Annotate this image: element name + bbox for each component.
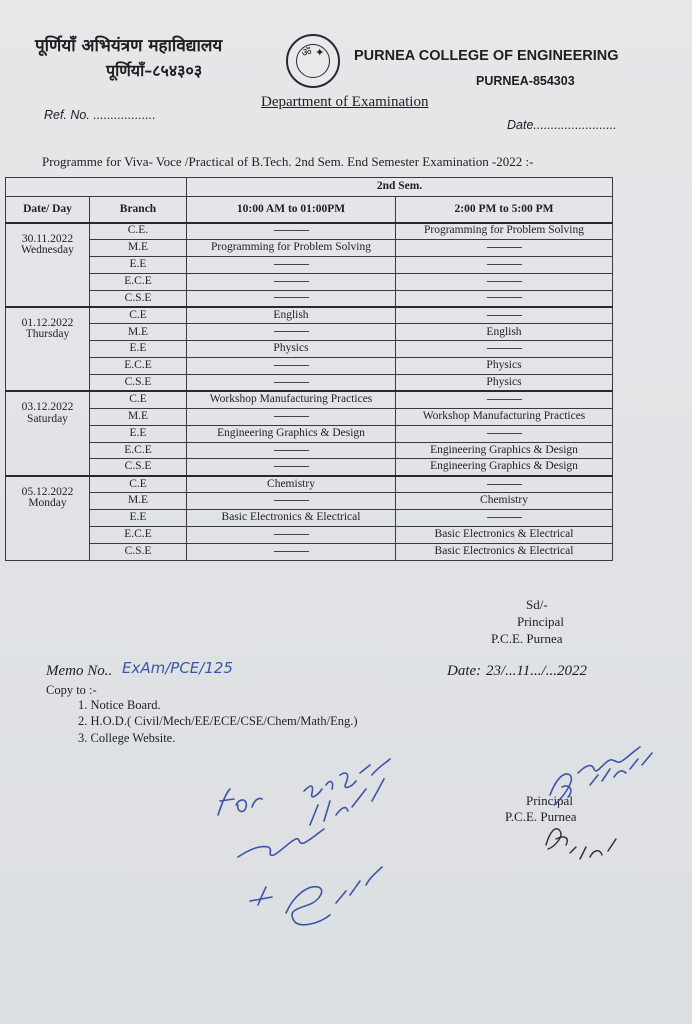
- evening-subject-cell: ---------------: [396, 307, 613, 324]
- exam-day: Thursday: [25, 328, 70, 341]
- date-day-header: Date/ Day: [6, 197, 90, 223]
- branch-header: Branch: [90, 197, 187, 223]
- branch-cell: C.E: [90, 307, 187, 324]
- branch-cell: M.E: [90, 324, 187, 341]
- morning-subject-cell: ---------------: [187, 273, 396, 290]
- branch-cell: M.E: [90, 493, 187, 510]
- date-day-cell: [6, 391, 90, 475]
- evening-subject-cell: Basic Electronics & Electrical: [396, 527, 613, 544]
- college-place: PURNEA-854303: [476, 74, 575, 88]
- evening-subject-cell: ---------------: [396, 273, 613, 290]
- header-blank-cell: [6, 178, 187, 197]
- schedule-row: [6, 543, 613, 560]
- college-name: PURNEA COLLEGE OF ENGINEERING: [354, 48, 619, 64]
- morning-slot-header: 10:00 AM to 01:00PM: [187, 197, 396, 223]
- evening-subject-cell: Engineering Graphics & Design: [396, 459, 613, 476]
- morning-subject-cell: Workshop Manufacturing Practices: [187, 391, 396, 408]
- branch-cell: E.C.E: [90, 273, 187, 290]
- schedule-row: [6, 324, 613, 341]
- evening-subject-cell: ---------------: [396, 510, 613, 527]
- schedule-row: [6, 341, 613, 358]
- date-label: Date........................: [507, 118, 617, 132]
- principal-title: Principal: [517, 614, 564, 629]
- evening-subject-cell: Programming for Problem Solving: [396, 223, 613, 240]
- schedule-row: [6, 307, 613, 324]
- evening-subject-cell: ---------------: [396, 341, 613, 358]
- department-title: Department of Examination: [261, 94, 429, 110]
- exam-day: Wednesday: [21, 244, 74, 256]
- sd-mark: Sd/-: [526, 597, 548, 612]
- branch-cell: M.E: [90, 408, 187, 425]
- branch-cell: E.E: [90, 256, 187, 273]
- schedule-row: [6, 358, 613, 375]
- branch-cell: M.E: [90, 239, 187, 256]
- branch-cell: C.S.E: [90, 543, 187, 560]
- copy-to-label: Copy to :-: [46, 683, 97, 697]
- branch-cell: E.E: [90, 510, 187, 527]
- schedule-row: [6, 391, 613, 408]
- schedule-row: [6, 273, 613, 290]
- college-place-hindi: पूर्णियाँ–८५४३०३: [106, 61, 203, 80]
- exam-date: 01.12.2022: [21, 316, 74, 329]
- evening-subject-cell: ---------------: [396, 239, 613, 256]
- morning-subject-cell: ---------------: [187, 459, 396, 476]
- copy-to-item: 2. H.O.D.( Civil/Mech/EE/ECE/CSE/Chem/Math/Eng.): [78, 714, 358, 728]
- exam-day: Saturday: [27, 412, 68, 425]
- morning-subject-cell: Physics: [187, 341, 396, 358]
- evening-subject-cell: ---------------: [396, 290, 613, 307]
- evening-subject-cell: ---------------: [396, 391, 613, 408]
- programme-text: Programme for Viva- Voce /Practical of B.Tech. 2nd Sem. End Semester Examination -2022 :-: [42, 154, 534, 169]
- schedule-row: [6, 375, 613, 392]
- branch-cell: E.C.E: [90, 442, 187, 459]
- college-logo: [286, 34, 340, 88]
- memo-label: Memo No..: [46, 663, 113, 679]
- schedule-row: [6, 223, 613, 240]
- branch-cell: C.E: [90, 476, 187, 493]
- morning-subject-cell: English: [187, 307, 396, 324]
- schedule-row: [6, 527, 613, 544]
- evening-subject-cell: Physics: [396, 375, 613, 392]
- branch-cell: C.S.E: [90, 375, 187, 392]
- evening-subject-cell: ---------------: [396, 476, 613, 493]
- memo-date-value: 23/...11.../...2022: [486, 663, 587, 679]
- college-name-hindi: पूर्णियाँ अभियंत्रण महाविद्यालय: [35, 36, 223, 56]
- handwritten-receipt-signatures: [200, 745, 430, 945]
- morning-subject-cell: Engineering Graphics & Design: [187, 425, 396, 442]
- exam-day: Monday: [28, 497, 67, 510]
- branch-cell: E.C.E: [90, 358, 187, 375]
- evening-subject-cell: Workshop Manufacturing Practices: [396, 408, 613, 425]
- branch-cell: E.E: [90, 425, 187, 442]
- evening-subject-cell: English: [396, 324, 613, 341]
- evening-subject-cell: Basic Electronics & Electrical: [396, 543, 613, 560]
- ref-number-label: Ref. No. ..................: [44, 108, 156, 122]
- morning-subject-cell: Basic Electronics & Electrical: [187, 510, 396, 527]
- schedule-row: [6, 290, 613, 307]
- principal-org: P.C.E. Purnea: [491, 631, 563, 646]
- evening-subject-cell: Engineering Graphics & Design: [396, 442, 613, 459]
- morning-subject-cell: ---------------: [187, 324, 396, 341]
- morning-subject-cell: Chemistry: [187, 476, 396, 493]
- evening-subject-cell: ---------------: [396, 256, 613, 273]
- exam-date: 03.12.2022: [21, 401, 74, 414]
- copy-to-item: 1. Notice Board.: [78, 698, 161, 712]
- exam-date: 30.11.2022: [21, 232, 74, 245]
- schedule-row: [6, 476, 613, 493]
- evening-subject-cell: Chemistry: [396, 493, 613, 510]
- branch-cell: E.C.E: [90, 527, 187, 544]
- schedule-row: [6, 459, 613, 476]
- branch-cell: C.S.E: [90, 290, 187, 307]
- morning-subject-cell: ---------------: [187, 543, 396, 560]
- schedule-row: [6, 408, 613, 425]
- morning-subject-cell: Programming for Problem Solving: [187, 239, 396, 256]
- date-day-cell: [6, 223, 90, 307]
- logo-emblem: ॐ ✦: [296, 44, 330, 78]
- exam-date: 05.12.2022: [21, 485, 74, 498]
- evening-subject-cell: Physics: [396, 358, 613, 375]
- morning-subject-cell: ---------------: [187, 442, 396, 459]
- copy-to-item: 3. College Website.: [78, 731, 176, 745]
- morning-subject-cell: ---------------: [187, 493, 396, 510]
- schedule-row: [6, 239, 613, 256]
- date-day-cell: [6, 476, 90, 561]
- morning-subject-cell: ---------------: [187, 358, 396, 375]
- schedule-row: [6, 425, 613, 442]
- exam-schedule-table: [5, 177, 613, 561]
- bottom-principal-title: Principal: [526, 793, 573, 808]
- schedule-row: [6, 493, 613, 510]
- morning-subject-cell: ---------------: [187, 290, 396, 307]
- schedule-row: [6, 510, 613, 527]
- branch-cell: C.S.E: [90, 459, 187, 476]
- semester-header: 2nd Sem.: [187, 178, 613, 197]
- principal-handwritten-signature: [530, 735, 670, 875]
- branch-cell: E.E: [90, 341, 187, 358]
- morning-subject-cell: ---------------: [187, 256, 396, 273]
- schedule-row: [6, 442, 613, 459]
- branch-cell: C.E: [90, 391, 187, 408]
- schedule-body: [6, 223, 613, 561]
- evening-subject-cell: ---------------: [396, 425, 613, 442]
- branch-cell: C.E.: [90, 223, 187, 240]
- bottom-principal-org: P.C.E. Purnea: [505, 809, 577, 824]
- schedule-row: [6, 256, 613, 273]
- date-day-cell: [6, 307, 90, 391]
- memo-number-handwritten: ExAm/PCE/125: [122, 659, 233, 677]
- morning-subject-cell: ---------------: [187, 408, 396, 425]
- memo-date-label: Date:: [447, 663, 482, 679]
- morning-subject-cell: ---------------: [187, 527, 396, 544]
- evening-slot-header: 2:00 PM to 5:00 PM: [396, 197, 613, 223]
- morning-subject-cell: ---------------: [187, 223, 396, 240]
- morning-subject-cell: ---------------: [187, 375, 396, 392]
